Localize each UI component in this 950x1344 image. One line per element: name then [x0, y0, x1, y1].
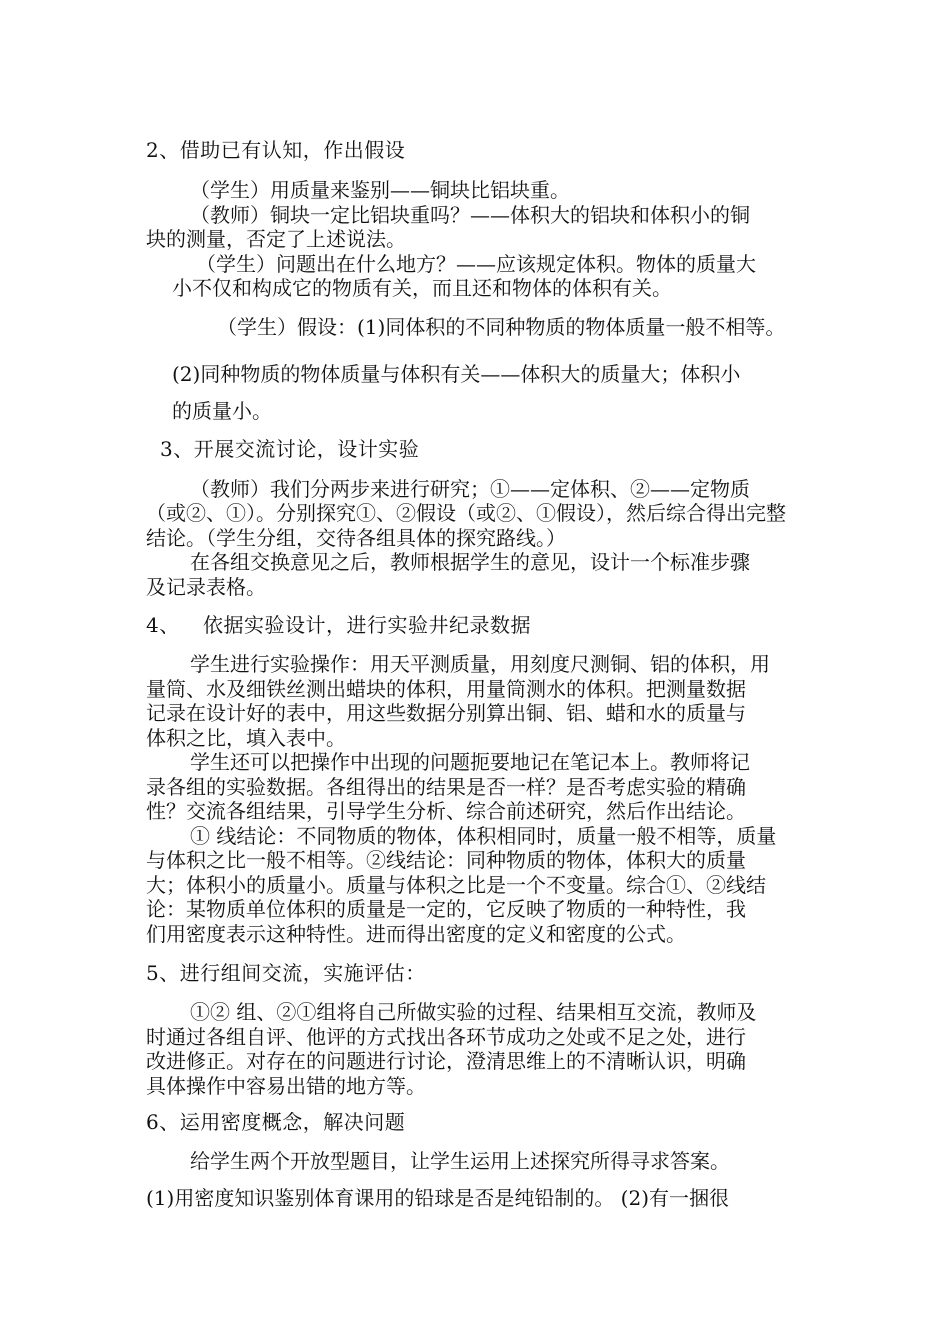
paragraph-line: （学生）问题出在什么地方？——应该规定体积。物体的质量大: [196, 252, 756, 276]
paragraph-line: 改进修正。对存在的问题进行讨论，澄清思维上的不清晰认识，明确: [146, 1049, 746, 1073]
paragraph-line: ①② 组、②①组将自己所做实验的过程、结果相互交流，教师及: [190, 1000, 757, 1024]
paragraph-line: 录各组的实验数据。各组得出的结果是否一样？是否考虑实验的精确: [146, 775, 746, 799]
paragraph-line: 论：某物质单位体积的质量是一定的，它反映了物质的一种特性，我: [146, 897, 746, 921]
paragraph-line: (1)用密度知识鉴别体育课用的铅球是否是纯铅制的。 (2)有一捆很: [146, 1186, 730, 1210]
paragraph-line: 学生还可以把操作中出现的问题扼要地记在笔记本上。教师将记: [190, 750, 750, 774]
paragraph-line: 具体操作中容易出错的地方等。: [146, 1074, 426, 1098]
hypothesis-line: (2)同种物质的物体质量与体积有关——体积大的质量大；体积小: [172, 362, 741, 386]
paragraph-line: （教师）我们分两步来进行研究；①——定体积、②——定物质: [190, 477, 750, 501]
paragraph-line: （或②、①）。分别探究①、②假设（或②、①假设），然后综合得出完整: [146, 501, 786, 525]
paragraph-line: 给学生两个开放型题目，让学生运用上述探究所得寻求答案。: [190, 1149, 730, 1173]
hypothesis-line: （学生）假设：(1)同体积的不同种物质的物体质量一般不相等。: [217, 315, 786, 339]
paragraph-line: （学生）用质量来鉴别——铜块比铝块重。: [190, 178, 570, 202]
section-4-heading-number: 4、: [146, 613, 180, 637]
section-4-heading: 依据实验设计，进行实验井纪录数据: [203, 613, 531, 637]
paragraph-line: 时通过各组自评、他评的方式找出各环节成功之处或不足之处，进行: [146, 1025, 746, 1049]
paragraph-line: 及记录表格。: [146, 575, 266, 599]
paragraph-line: 记录在设计好的表中，用这些数据分别算出铜、铝、蜡和水的质量与: [146, 701, 746, 725]
paragraph-line: 与体积之比一般不相等。②线结论：同种物质的物体，体积大的质量: [146, 848, 746, 872]
paragraph-line: 大；体积小的质量小。质量与体积之比是一个不变量。综合①、②线结: [146, 873, 766, 897]
section-2-heading: 2、借助已有认知，作出假设: [146, 138, 406, 162]
section-3-heading: 3、开展交流讨论，设计实验: [160, 437, 420, 461]
section-5-heading: 5、进行组间交流，实施评估：: [146, 961, 426, 985]
paragraph-line: 性？交流各组结果，引导学生分析、综合前述研究，然后作出结论。: [146, 799, 746, 823]
paragraph-line: （教师）铜块一定比铝块重吗？——体积大的铝块和体积小的铜: [190, 203, 750, 227]
paragraph-line: 们用密度表示这种特性。进而得出密度的定义和密度的公式。: [146, 922, 686, 946]
hypothesis-line: 的质量小。: [172, 399, 272, 423]
paragraph-line: 量筒、水及细铁丝测出蜡块的体积，用量筒测水的体积。把测量数据: [146, 677, 746, 701]
paragraph-line: 块的测量，否定了上述说法。: [146, 227, 406, 251]
paragraph-line: 结论。（学生分组，交待各组具体的探究路线。）: [146, 526, 566, 550]
paragraph-line: ① 线结论：不同物质的物体，体积相同时，质量一般不相等，质量: [190, 824, 777, 848]
paragraph-line: 在各组交换意见之后，教师根据学生的意见，设计一个标准步骤: [190, 550, 750, 574]
paragraph-line: 学生进行实验操作：用天平测质量，用刻度尺测铜、铝的体积，用: [190, 652, 770, 676]
paragraph-line: 小不仅和构成它的物质有关，而且还和物体的体积有关。: [172, 276, 672, 300]
paragraph-line: 体积之比，填入表中。: [146, 726, 346, 750]
section-6-heading: 6、运用密度概念，解决问题: [146, 1110, 406, 1134]
